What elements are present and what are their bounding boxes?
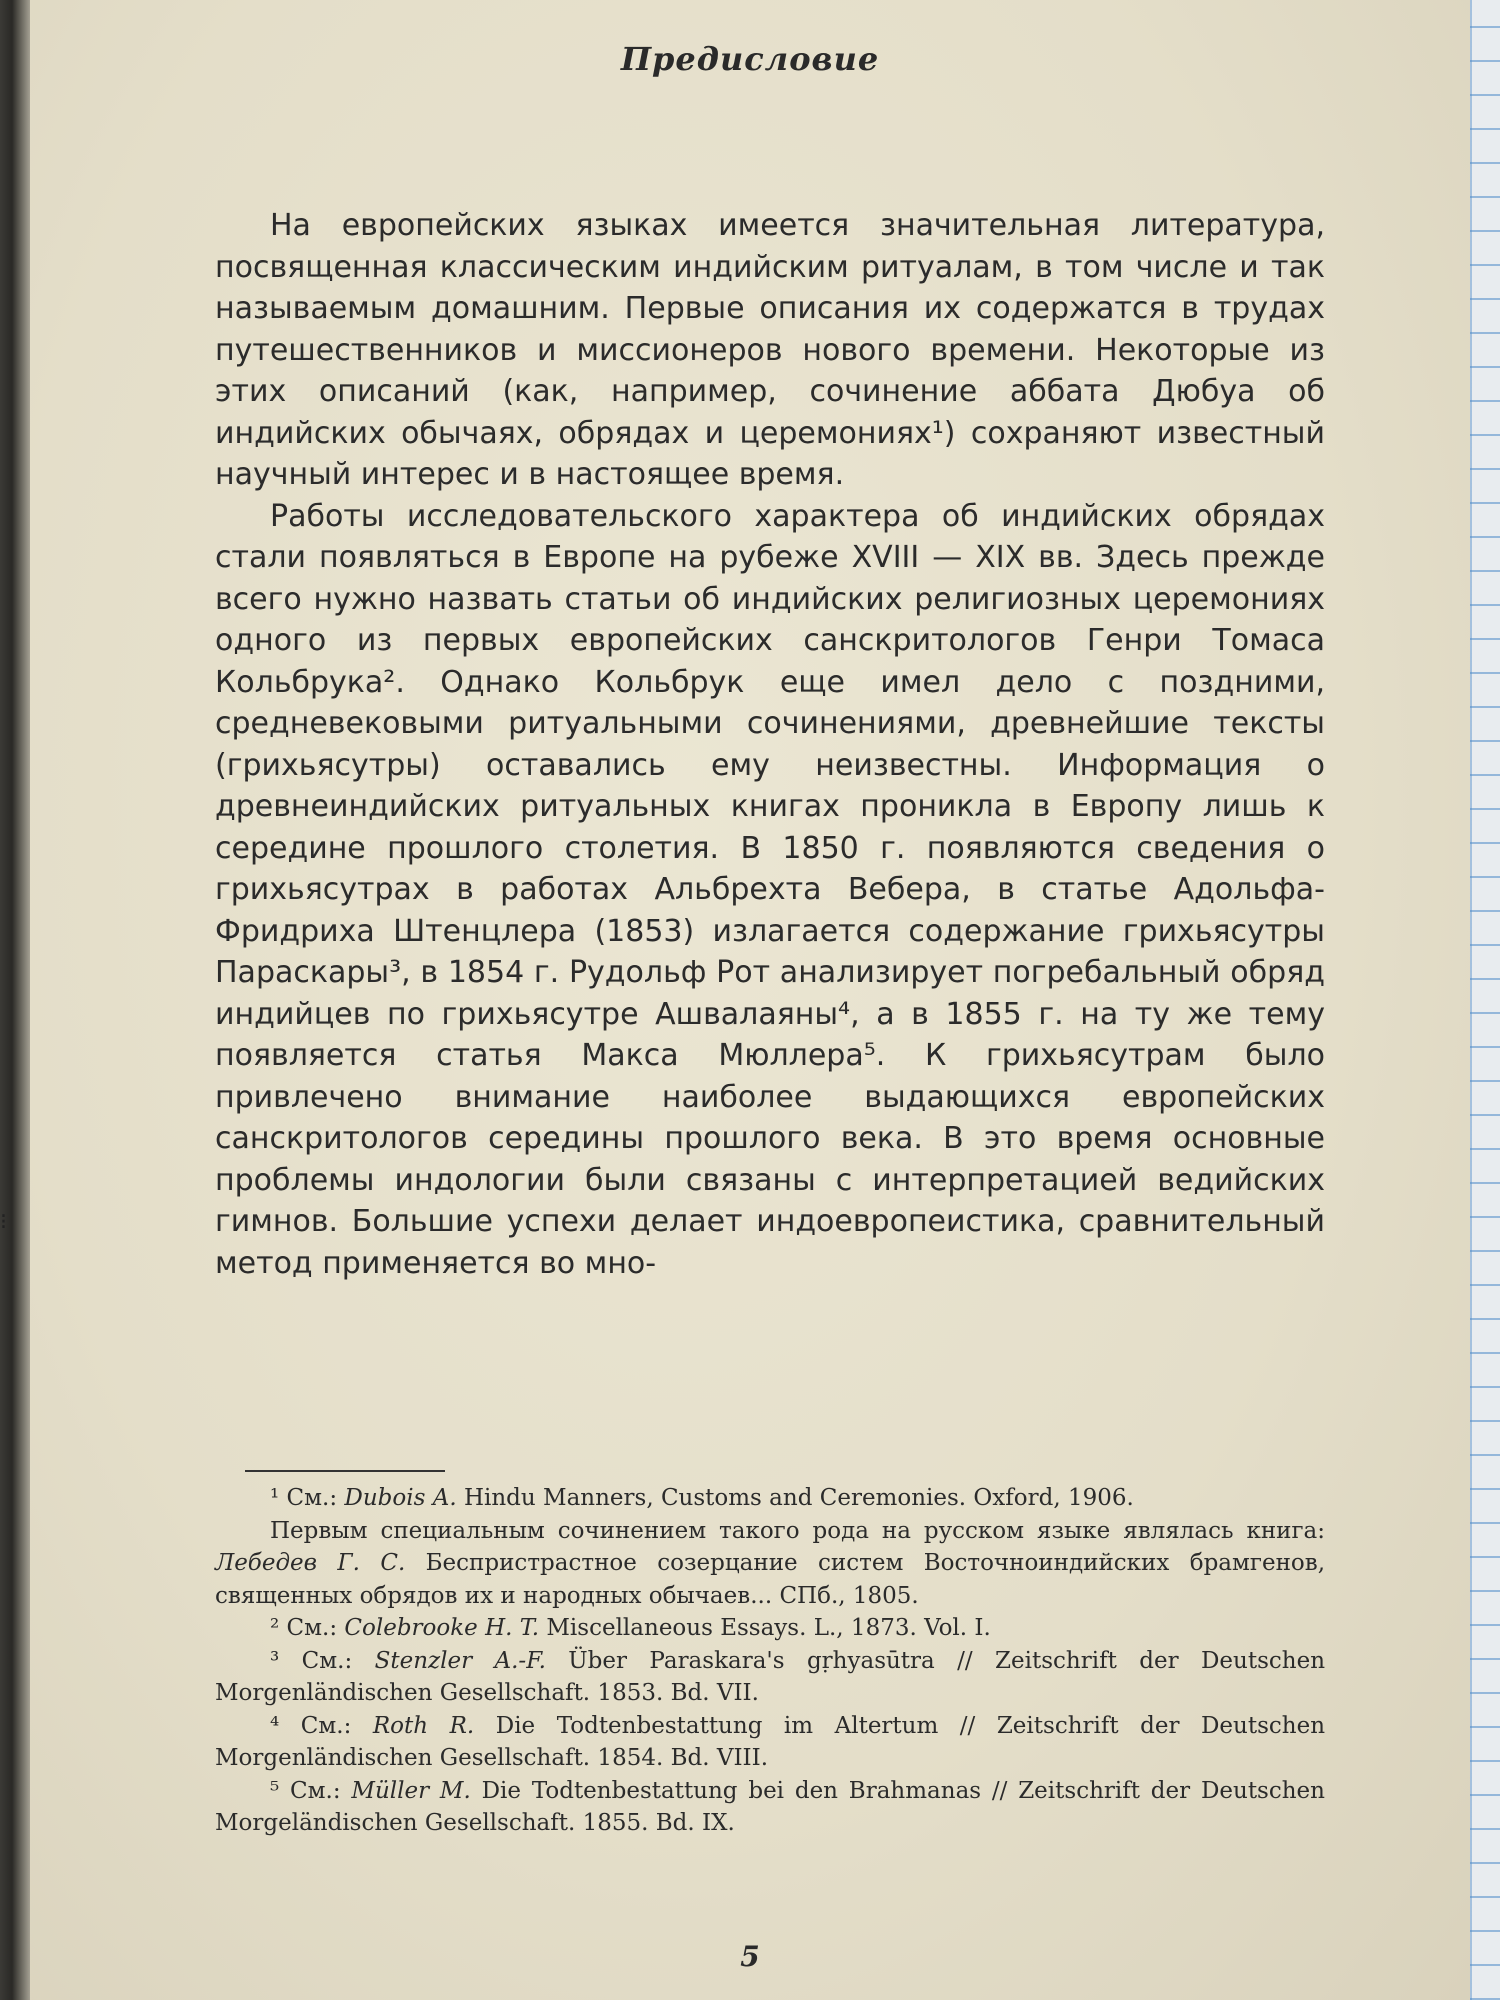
footnote-marker: ²: [270, 1615, 280, 1641]
footnote-text: Die Todtenbestattung bei den Brahmanas // Zeitschrift der Deutschen Morgeländischen Gesellschaft. 1855. Bd. IX.: [215, 1777, 1325, 1836]
footnote-author: Roth R.: [372, 1712, 475, 1739]
footnote-prefix: См.:: [286, 1485, 338, 1511]
footnote-author: Colebrooke H. T.: [344, 1615, 540, 1641]
footnote-2: [215, 1612, 1325, 1645]
footnote-marker: ⁵: [270, 1777, 280, 1804]
footnote-text: Miscellaneous Essays. L., 1873. Vol. I.: [546, 1615, 991, 1641]
footnote-5: [215, 1775, 1325, 1840]
footnote-prefix: Первым специальным сочинением такого рода на русском языке являлась книга:: [270, 1517, 1325, 1544]
graph-paper-edge: [1470, 0, 1500, 2000]
spine-mark: ⁝: [0, 1210, 7, 1235]
footnote-marker: ¹: [270, 1485, 280, 1511]
paragraph-1: На европейских языках имеется значительная литература, посвященная классическим индийским ритуалам, в том числе и так называемым домашним. Первые описания их содержатся в трудах путешественников и миссионеров нового времени. Некоторые из этих описаний (как, например, сочинение аббата Дюбуа об индийских обычаях, обрядах и церемониях¹) сохраняют известный научный интерес и в настоящее время.: [215, 208, 1325, 492]
footnote-1-continuation: [215, 1515, 1325, 1613]
footnote-divider: [245, 1470, 445, 1472]
footnote-prefix: См.:: [286, 1615, 338, 1641]
page-number: 5: [740, 1940, 760, 1973]
footnote-author: Dubois A.: [344, 1485, 457, 1511]
footnote-prefix: См.:: [301, 1647, 353, 1674]
footnote-3: [215, 1645, 1325, 1710]
footnote-prefix: См.:: [300, 1712, 352, 1739]
footnote-text: Die Todtenbestattung im Altertum // Zeitschrift der Deutschen Morgenländischen Gesellschaft. 1854. Bd. VIII.: [215, 1712, 1326, 1771]
running-head: Предисловие: [620, 40, 880, 78]
footnote-marker: ³: [270, 1647, 280, 1674]
footnote-text: Беспристрастное созерцание систем Восточноиндийских брамгенов, священных обрядов их и народных обычаев... СПб., 1805.: [215, 1550, 1326, 1609]
footnote-text: Über Paraskara's gṛhyasūtra // Zeitschrift der Deutschen Morgenländischen Gesellschaft. 1853. Bd. VII.: [215, 1647, 1326, 1706]
footnote-text: Hindu Manners, Customs and Ceremonies. Oxford, 1906.: [463, 1485, 1134, 1511]
footnotes: [215, 1482, 1325, 1840]
footnote-1: [215, 1482, 1325, 1515]
footnote-prefix: См.:: [290, 1777, 341, 1804]
footnote-author: Лебедев Г. С.: [215, 1550, 406, 1576]
paragraph-2: Работы исследовательского характера об индийских обрядах стали появляться в Европе на рубеже XVIII — XIX вв. Здесь прежде всего нужно назвать статьи об индийских религиозных церемониях одного из первых европейских санскритологов Генри Томаса Кольбрука². Однако Кольбрук еще имел дело с поздними, средневековыми ритуальными сочинениями, древнейшие тексты (грихьясутры) оставались ему неизвестны. Информация о древнеиндийских ритуальных книгах проникла в Европу лишь к середине прошлого столетия. В 1850 г. появляются сведения о грихьясутрах в работах Альбрехта Вебера, в статье Адольфа-Фридриха Штенцлера (1853) излагается содержание грихьясутры Параскары³, в 1854 г. Рудольф Рот анализирует погребальный обряд индийцев по грихьясутре Ашвалаяны⁴, а в 1855 г. на ту же тему появляется статья Макса Мюллера⁵. К грихьясутрам было привлечено внимание наиболее выдающихся европейских санскритологов середины прошлого века. В это время основные проблемы индологии были связаны с интерпретацией ведийских гимнов. Большие успехи делает индоевропеистика, сравнительный метод применяется во мно-: [215, 498, 1325, 1281]
book-page: [30, 0, 1470, 2000]
footnote-marker: ⁴: [270, 1712, 280, 1739]
footnote-author: Müller M.: [351, 1777, 471, 1804]
footnote-4: [215, 1710, 1325, 1775]
footnote-author: Stenzler A.-F.: [374, 1647, 546, 1674]
main-text: [215, 205, 1325, 1284]
